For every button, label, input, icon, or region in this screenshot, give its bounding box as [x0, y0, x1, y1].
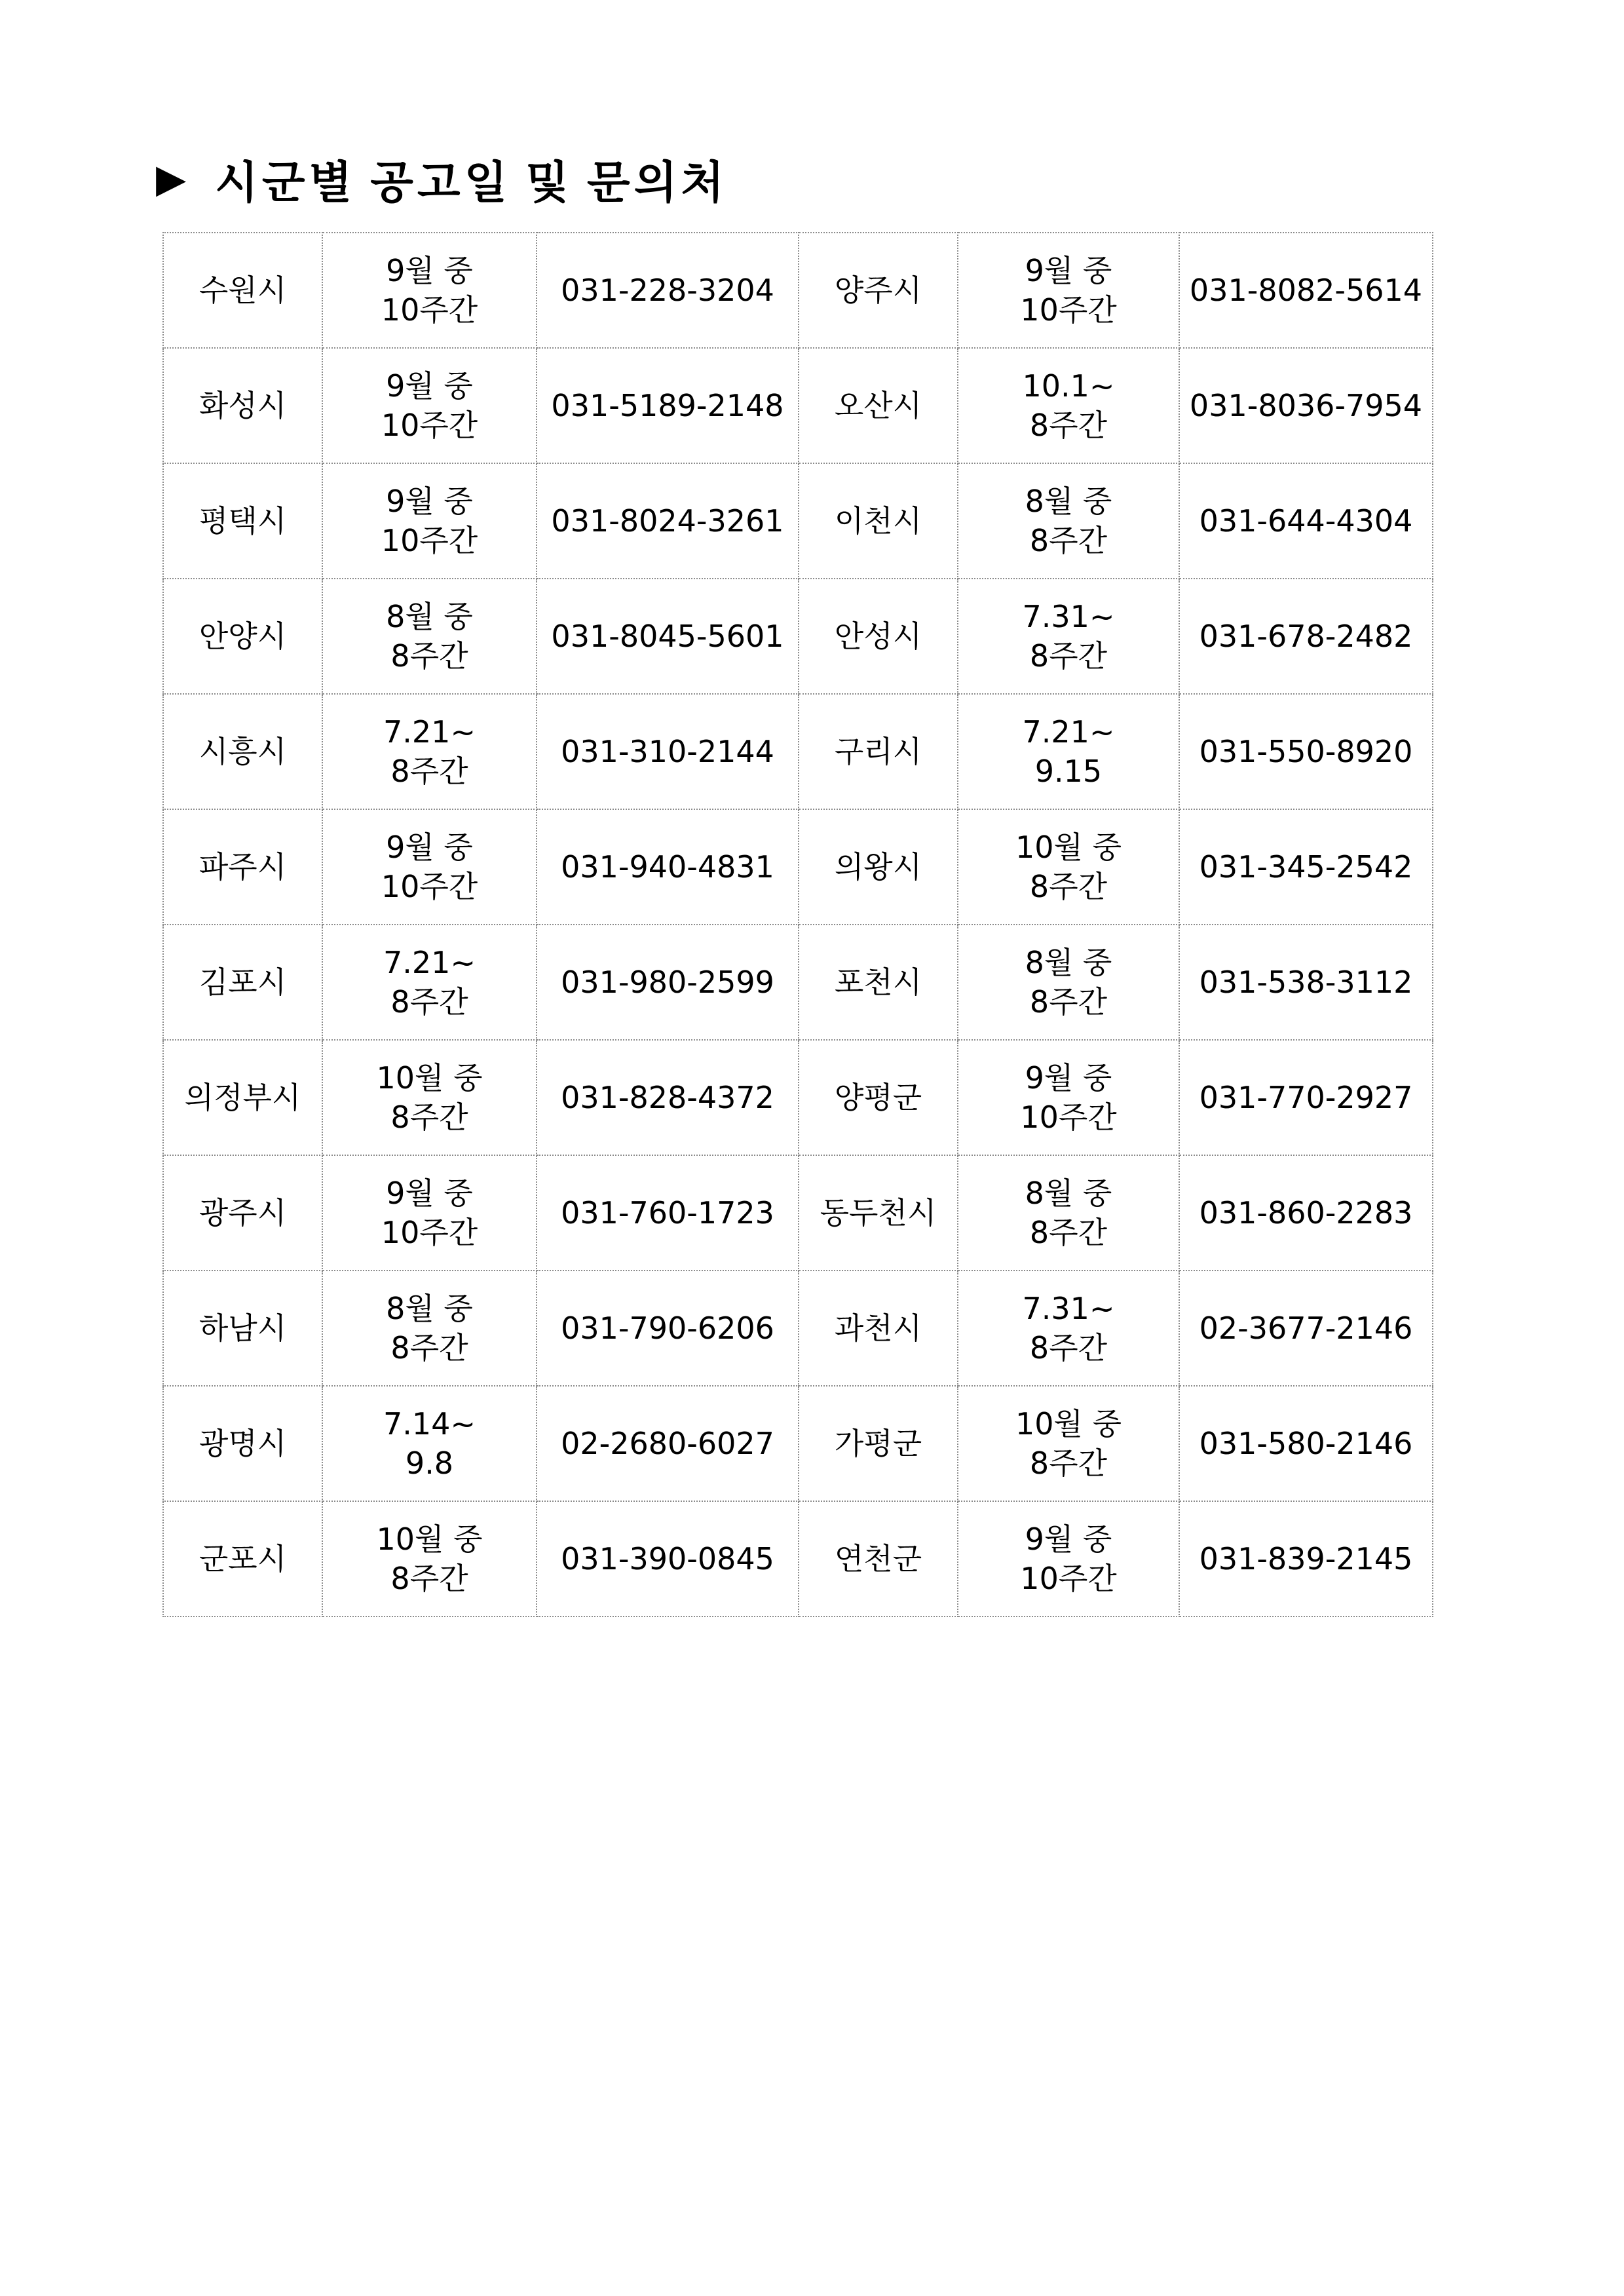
period-line: 9월 중: [386, 368, 473, 404]
period-line: 9월 중: [386, 484, 473, 519]
table-row: [163, 1155, 1433, 1271]
period-line: 8주간: [1029, 408, 1108, 443]
period-line: 7.21~: [383, 945, 476, 980]
page-heading: [156, 143, 742, 215]
period-line: 8주간: [1029, 869, 1108, 904]
city-cell: 의정부시: [163, 1040, 322, 1155]
announcement-period-cell: [958, 1040, 1179, 1155]
city-cell: 광명시: [163, 1386, 322, 1501]
city-cell: 하남시: [163, 1271, 322, 1386]
announcement-period-cell: [322, 463, 537, 579]
city-cell: 포천시: [799, 925, 958, 1040]
contacts-table: [162, 232, 1433, 1617]
city-cell: 의왕시: [799, 809, 958, 925]
period-line: 9월 중: [386, 1176, 473, 1211]
period-line: 8주간: [1029, 1330, 1108, 1366]
period-line: 9월 중: [1025, 253, 1112, 288]
period-line: 10주간: [1020, 292, 1117, 328]
announcement-period-cell: [322, 1155, 537, 1271]
city-cell: 이천시: [799, 463, 958, 579]
phone-number-cell: 031-828-4372: [537, 1040, 799, 1155]
phone-number-cell: 031-980-2599: [537, 925, 799, 1040]
period-line: 8월 중: [1025, 945, 1112, 980]
table-row: [163, 233, 1433, 348]
period-line: 9.8: [405, 1445, 454, 1481]
city-cell: 과천시: [799, 1271, 958, 1386]
period-line: 10월 중: [1015, 830, 1122, 865]
table-row: [163, 1386, 1433, 1501]
heading-word: 공고일: [370, 157, 512, 209]
announcement-period-cell: [322, 1040, 537, 1155]
period-line: 10월 중: [1015, 1406, 1122, 1442]
announcement-period-cell: [322, 1386, 537, 1501]
announcement-period-cell: [322, 233, 537, 348]
city-cell: 연천군: [799, 1501, 958, 1617]
city-cell: 안성시: [799, 579, 958, 694]
table-row: [163, 925, 1433, 1040]
period-line: 9.15: [1034, 754, 1103, 789]
announcement-period-cell: [958, 463, 1179, 579]
phone-number-cell: 031-390-0845: [537, 1501, 799, 1617]
period-line: 10주간: [381, 869, 478, 904]
announcement-period-cell: [958, 348, 1179, 463]
announcement-period-cell: [958, 1501, 1179, 1617]
period-line: 8주간: [1029, 1215, 1108, 1250]
phone-number-cell: 031-538-3112: [1179, 925, 1433, 1040]
phone-number-cell: 031-8024-3261: [537, 463, 799, 579]
phone-number-cell: 031-345-2542: [1179, 809, 1433, 925]
period-line: 8주간: [1029, 523, 1108, 558]
phone-number-cell: 031-8036-7954: [1179, 348, 1433, 463]
period-line: 8주간: [390, 1330, 468, 1366]
announcement-period-cell: [322, 1271, 537, 1386]
city-cell: 군포시: [163, 1501, 322, 1617]
announcement-period-cell: [958, 1155, 1179, 1271]
period-line: 10월 중: [376, 1521, 483, 1557]
city-cell: 안양시: [163, 579, 322, 694]
heading-word: 및: [525, 157, 573, 209]
phone-number-cell: 031-228-3204: [537, 233, 799, 348]
phone-number-cell: 031-770-2927: [1179, 1040, 1433, 1155]
period-line: 10.1~: [1022, 368, 1115, 404]
period-line: 8주간: [1029, 984, 1108, 1020]
announcement-period-cell: [958, 1271, 1179, 1386]
contacts-table-body: [163, 233, 1433, 1617]
heading-title: [215, 147, 742, 211]
phone-number-cell: 02-3677-2146: [1179, 1271, 1433, 1386]
period-line: 10주간: [1020, 1100, 1117, 1135]
city-cell: 파주시: [163, 809, 322, 925]
table-row: [163, 1040, 1433, 1155]
city-cell: 양주시: [799, 233, 958, 348]
table-row: [163, 694, 1433, 809]
period-line: 9월 중: [1025, 1521, 1112, 1557]
triangle-bullet-icon: ▶: [156, 156, 191, 202]
announcement-period-cell: [958, 579, 1179, 694]
period-line: 8주간: [390, 754, 468, 789]
phone-number-cell: 031-839-2145: [1179, 1501, 1433, 1617]
phone-number-cell: 031-644-4304: [1179, 463, 1433, 579]
announcement-period-cell: [322, 1501, 537, 1617]
city-cell: 화성시: [163, 348, 322, 463]
period-line: 7.21~: [383, 714, 476, 750]
announcement-period-cell: [322, 579, 537, 694]
heading-word: 문의처: [587, 157, 728, 209]
announcement-period-cell: [322, 925, 537, 1040]
period-line: 10월 중: [376, 1060, 483, 1096]
phone-number-cell: 031-940-4831: [537, 809, 799, 925]
phone-number-cell: 031-580-2146: [1179, 1386, 1433, 1501]
period-line: 8주간: [1029, 1445, 1108, 1481]
announcement-period-cell: [958, 694, 1179, 809]
phone-number-cell: 031-550-8920: [1179, 694, 1433, 809]
table-row: [163, 579, 1433, 694]
period-line: 8주간: [390, 1100, 468, 1135]
city-cell: 가평군: [799, 1386, 958, 1501]
period-line: 9월 중: [386, 830, 473, 865]
period-line: 7.31~: [1022, 599, 1115, 634]
period-line: 10주간: [381, 1215, 478, 1250]
period-line: 9월 중: [386, 253, 473, 288]
period-line: 7.14~: [383, 1406, 476, 1442]
phone-number-cell: 031-860-2283: [1179, 1155, 1433, 1271]
phone-number-cell: 02-2680-6027: [537, 1386, 799, 1501]
announcement-period-cell: [958, 925, 1179, 1040]
period-line: 8월 중: [1025, 1176, 1112, 1211]
period-line: 8월 중: [386, 599, 473, 634]
table-row: [163, 348, 1433, 463]
period-line: 8주간: [1029, 638, 1108, 674]
period-line: 10주간: [381, 292, 478, 328]
announcement-period-cell: [322, 809, 537, 925]
table-row: [163, 1501, 1433, 1617]
phone-number-cell: 031-790-6206: [537, 1271, 799, 1386]
city-cell: 양평군: [799, 1040, 958, 1155]
announcement-period-cell: [322, 348, 537, 463]
phone-number-cell: 031-8045-5601: [537, 579, 799, 694]
city-cell: 구리시: [799, 694, 958, 809]
phone-number-cell: 031-678-2482: [1179, 579, 1433, 694]
table-row: [163, 809, 1433, 925]
period-line: 7.21~: [1022, 714, 1115, 750]
city-cell: 광주시: [163, 1155, 322, 1271]
period-line: 10주간: [381, 523, 478, 558]
period-line: 8주간: [390, 984, 468, 1020]
city-cell: 김포시: [163, 925, 322, 1040]
period-line: 8주간: [390, 638, 468, 674]
announcement-period-cell: [958, 233, 1179, 348]
city-cell: 오산시: [799, 348, 958, 463]
announcement-period-cell: [958, 1386, 1179, 1501]
period-line: 8월 중: [1025, 484, 1112, 519]
period-line: 8월 중: [386, 1291, 473, 1326]
period-line: 9월 중: [1025, 1060, 1112, 1096]
period-line: 10주간: [381, 408, 478, 443]
announcement-period-cell: [322, 694, 537, 809]
city-cell: 평택시: [163, 463, 322, 579]
table-row: [163, 1271, 1433, 1386]
city-cell: 시흥시: [163, 694, 322, 809]
table-row: [163, 463, 1433, 579]
phone-number-cell: 031-8082-5614: [1179, 233, 1433, 348]
city-cell: 동두천시: [799, 1155, 958, 1271]
phone-number-cell: 031-760-1723: [537, 1155, 799, 1271]
announcement-period-cell: [958, 809, 1179, 925]
city-cell: 수원시: [163, 233, 322, 348]
heading-word: 시군별: [215, 157, 356, 209]
period-line: 10주간: [1020, 1561, 1117, 1596]
phone-number-cell: 031-310-2144: [537, 694, 799, 809]
period-line: 8주간: [390, 1561, 468, 1596]
phone-number-cell: 031-5189-2148: [537, 348, 799, 463]
period-line: 7.31~: [1022, 1291, 1115, 1326]
